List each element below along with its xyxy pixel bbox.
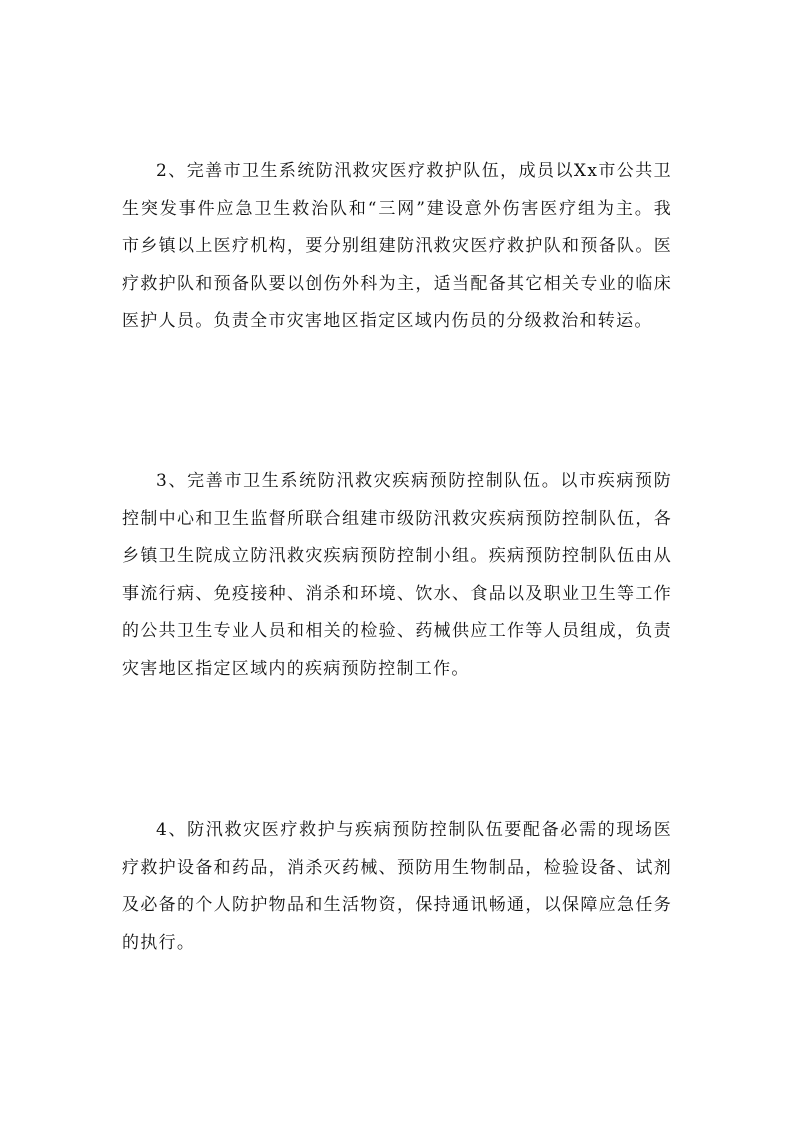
paragraph-medical-rescue-team: 2、完善市卫生系统防汛救灾医疗救护队伍，成员以Xx市公共卫生突发事件应急卫生救治队和“三网”建设意外伤害医疗组为主。我市乡镇以上医疗机构，要分别组建防汛救灾医疗救护队和预备队。医疗救护队和预备队要以创伤外科为主，适当配备其它相关专业的临床医护人员。负责全市灾害地区指定区域内伤员的分级救治和转运。 <box>122 161 672 331</box>
paragraph-equipment-supplies: 4、防汛救灾医疗救护与疾病预防控制队伍要配备必需的现场医疗救护设备和药品，消杀灭药械、预防用生物制品，检验设备、试剂及必备的个人防护物品和生活物资，保持通讯畅通，以保障应急任务的执行。 <box>122 820 672 953</box>
paragraph-disease-control-team: 3、完善市卫生系统防汛救灾疾病预防控制队伍。以市疾病预防控制中心和卫生监督所联合组建市级防汛救灾疾病预防控制队伍，各乡镇卫生院成立防汛救灾疾病预防控制小组。疾病预防控制队伍由从事流行病、免疫接种、消杀和环境、饮水、食品以及职业卫生等工作的公共卫生专业人员和相关的检验、药械供应工作等人员组成，负责灾害地区指定区域内的疾病预防控制工作。 <box>122 471 672 679</box>
